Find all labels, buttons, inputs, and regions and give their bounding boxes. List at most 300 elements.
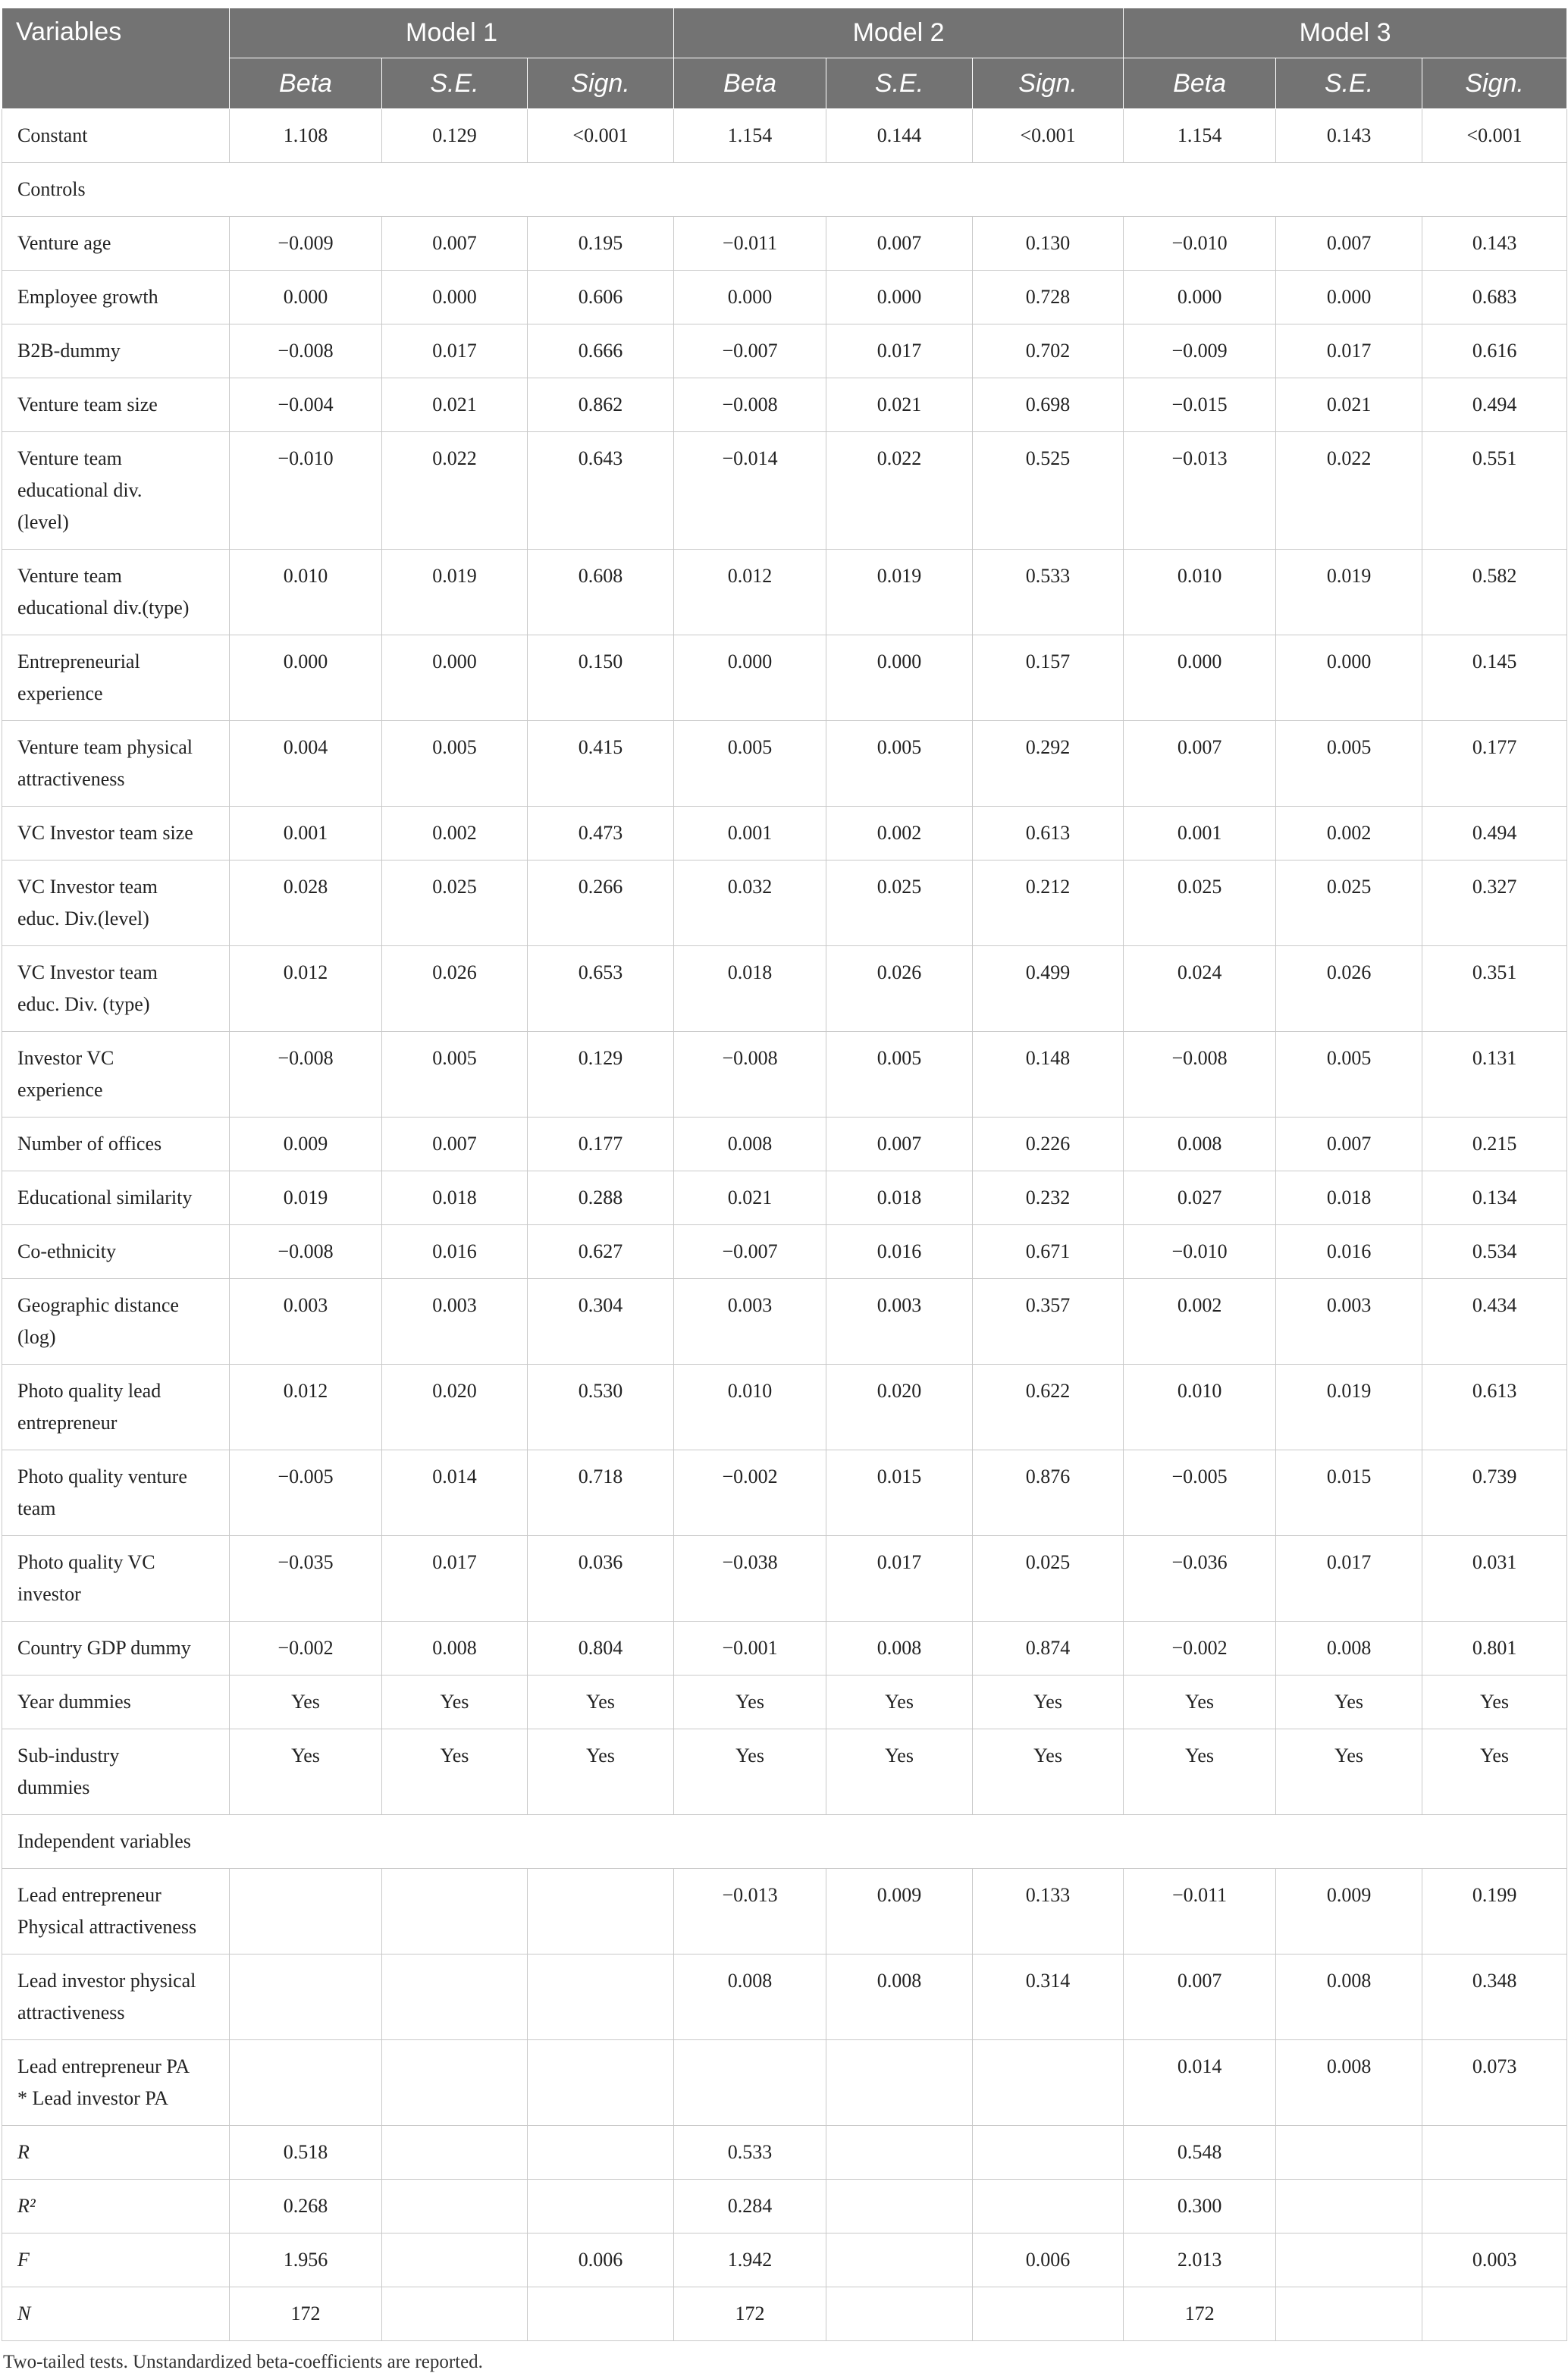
row-label: Number of offices	[2, 1118, 230, 1171]
row-label	[2, 1729, 230, 1815]
row-label: Venture team size	[2, 378, 230, 432]
model-3-se-cell: 0.016	[1276, 1225, 1422, 1279]
row-label	[2, 1955, 230, 2040]
beta-header: Beta	[674, 58, 826, 109]
model-3-beta-cell: 0.000	[1124, 271, 1276, 324]
model-1-se-cell: 0.007	[382, 217, 528, 271]
model-1-beta-cell: 0.019	[230, 1171, 382, 1225]
row-label	[2, 860, 230, 946]
model-3-beta-cell: −0.011	[1124, 1869, 1276, 1955]
row-label-line: Venture team physical	[17, 736, 193, 758]
model-3-sign-cell: Yes	[1422, 1676, 1567, 1729]
model-2-sign-cell: 0.876	[973, 1450, 1124, 1536]
table-body	[2, 109, 1567, 2341]
row-label-line: experience	[17, 1079, 103, 1101]
row-label-line: (log)	[17, 1326, 56, 1348]
model-1-beta-cell: 0.012	[230, 1365, 382, 1450]
row-label-line: Photo quality lead	[17, 1380, 162, 1402]
model-3-se-cell: 0.021	[1276, 378, 1422, 432]
model-2-se-cell: 0.016	[826, 1225, 973, 1279]
model-2-beta-cell: Yes	[674, 1729, 826, 1815]
model-3-se-cell: 0.007	[1276, 1118, 1422, 1171]
model-1-se-cell: 0.005	[382, 721, 528, 807]
model-2-beta-cell: 0.008	[674, 1118, 826, 1171]
model-1-sign-cell: 0.608	[528, 550, 674, 635]
model-1-beta-cell: 0.004	[230, 721, 382, 807]
model-3-sign-cell: 0.073	[1422, 2040, 1567, 2126]
model-3-beta-cell: 0.010	[1124, 550, 1276, 635]
row-label-line: * Lead investor PA	[17, 2087, 169, 2109]
model-1-beta-cell: 0.009	[230, 1118, 382, 1171]
model-1-sign-cell: 0.304	[528, 1279, 674, 1365]
table-row	[2, 1118, 1567, 1171]
model-2-sign-cell: 0.292	[973, 721, 1124, 807]
model-1-se-cell: Yes	[382, 1729, 528, 1815]
model-1-se-cell: 0.007	[382, 1118, 528, 1171]
row-label-line: (level)	[17, 511, 69, 533]
model-1-sign-cell: 0.177	[528, 1118, 674, 1171]
model-2-sign-cell: Yes	[973, 1729, 1124, 1815]
row-label-line: educational div.(type)	[17, 597, 190, 619]
model-1-se-cell: 0.022	[382, 432, 528, 550]
row-label-line: Lead entrepreneur	[17, 1884, 162, 1906]
table-footnote: Two-tailed tests. Unstandardized beta-coefficients are reported.	[3, 2352, 483, 2372]
model-1-sign-cell: Yes	[528, 1676, 674, 1729]
table-row	[2, 721, 1567, 807]
model-1-beta-cell: 0.003	[230, 1279, 382, 1365]
model-1-se-cell: 0.021	[382, 378, 528, 432]
model-2-beta-cell: −0.001	[674, 1622, 826, 1676]
model-1-sign-cell: 0.006	[528, 2234, 674, 2287]
table-row	[2, 432, 1567, 550]
row-label	[2, 1279, 230, 1365]
se-header: S.E.	[1276, 58, 1422, 109]
row-label-line: investor	[17, 1583, 81, 1605]
row-label: VC Investor team size	[2, 807, 230, 860]
model-2-sign-cell: 0.499	[973, 946, 1124, 1032]
table-row	[2, 2234, 1567, 2287]
model-2-sign-cell: 0.622	[973, 1365, 1124, 1450]
model-1-sign-cell	[528, 2180, 674, 2234]
row-label	[2, 1536, 230, 1622]
model-3-beta-cell: −0.010	[1124, 1225, 1276, 1279]
model-3-sign-cell: 0.031	[1422, 1536, 1567, 1622]
model-1-sign-cell: 0.150	[528, 635, 674, 721]
model-3-beta-cell: 0.027	[1124, 1171, 1276, 1225]
model-2-sign-cell: 0.533	[973, 550, 1124, 635]
model-2-sign-cell: 0.874	[973, 1622, 1124, 1676]
model-3-beta-cell: Yes	[1124, 1729, 1276, 1815]
table-row	[2, 635, 1567, 721]
model-2-beta-cell: 1.942	[674, 2234, 826, 2287]
model-1-sign-cell: 0.804	[528, 1622, 674, 1676]
section-label: Independent variables	[2, 1815, 1567, 1869]
model-1-beta-cell: −0.008	[230, 1225, 382, 1279]
model-3-beta-cell: 0.001	[1124, 807, 1276, 860]
row-label	[2, 721, 230, 807]
row-label-line: Sub-industry	[17, 1744, 120, 1766]
model-1-beta-cell: 0.001	[230, 807, 382, 860]
row-label	[2, 432, 230, 550]
model-3-se-cell: 0.005	[1276, 1032, 1422, 1118]
se-header: S.E.	[826, 58, 973, 109]
model-3-se-cell: 0.007	[1276, 217, 1422, 271]
model-3-beta-cell: −0.008	[1124, 1032, 1276, 1118]
model-1-beta-cell: Yes	[230, 1676, 382, 1729]
table-row	[2, 1032, 1567, 1118]
model-2-se-cell: 0.019	[826, 550, 973, 635]
model-1-se-cell: 0.020	[382, 1365, 528, 1450]
model-2-beta-cell: −0.008	[674, 1032, 826, 1118]
table-row	[2, 324, 1567, 378]
model-2-se-cell: 0.017	[826, 324, 973, 378]
model-3-sign-cell: 0.134	[1422, 1171, 1567, 1225]
table-header	[2, 8, 1567, 109]
model-2-se-cell	[826, 2234, 973, 2287]
row-label: Country GDP dummy	[2, 1622, 230, 1676]
row-label: Educational similarity	[2, 1171, 230, 1225]
model-2-beta-cell: 0.005	[674, 721, 826, 807]
model-3-beta-cell: 0.000	[1124, 635, 1276, 721]
sign-header: Sign.	[528, 58, 674, 109]
model-2-se-cell: Yes	[826, 1729, 973, 1815]
model-3-beta-cell: 0.010	[1124, 1365, 1276, 1450]
model-3-sign-cell: 0.683	[1422, 271, 1567, 324]
model-1-sign-cell	[528, 2040, 674, 2126]
section-row	[2, 163, 1567, 217]
model-3-sign-cell: 0.494	[1422, 807, 1567, 860]
row-label-line: Lead investor physical	[17, 1970, 196, 1992]
model-1-se-cell: 0.026	[382, 946, 528, 1032]
model-3-sign-cell: 0.551	[1422, 432, 1567, 550]
model-1-beta-cell: −0.010	[230, 432, 382, 550]
model-2-beta-cell: −0.002	[674, 1450, 826, 1536]
table-row	[2, 1536, 1567, 1622]
model-1-se-cell	[382, 2180, 528, 2234]
se-header: S.E.	[382, 58, 528, 109]
row-label	[2, 1869, 230, 1955]
model-1-sign-cell: 0.415	[528, 721, 674, 807]
model-1-se-cell: 0.129	[382, 109, 528, 163]
model-2-beta-cell: 0.000	[674, 635, 826, 721]
row-label-line: entrepreneur	[17, 1412, 118, 1434]
model-3-sign-cell: 0.327	[1422, 860, 1567, 946]
table-row	[2, 2040, 1567, 2126]
row-label-line: Entrepreneurial	[17, 650, 140, 672]
model-2-se-cell: 0.026	[826, 946, 973, 1032]
table-row	[2, 1225, 1567, 1279]
model-2-beta-cell: 0.284	[674, 2180, 826, 2234]
model-2-beta-cell: 0.021	[674, 1171, 826, 1225]
model-1-se-cell: 0.018	[382, 1171, 528, 1225]
model-3-beta-cell: −0.010	[1124, 217, 1276, 271]
model-3-sign-cell: 0.434	[1422, 1279, 1567, 1365]
model-1-se-cell: 0.008	[382, 1622, 528, 1676]
table-row	[2, 946, 1567, 1032]
model-3-beta-cell: 0.007	[1124, 721, 1276, 807]
row-label	[2, 550, 230, 635]
model-3-se-cell: 0.143	[1276, 109, 1422, 163]
model-3-se-cell	[1276, 2287, 1422, 2341]
model-2-sign-cell: 0.148	[973, 1032, 1124, 1118]
regression-results-table	[2, 8, 1567, 2341]
model-1-sign-cell: 0.627	[528, 1225, 674, 1279]
row-label: Venture age	[2, 217, 230, 271]
model-3-beta-cell: −0.009	[1124, 324, 1276, 378]
model-3-se-cell: Yes	[1276, 1676, 1422, 1729]
table-row	[2, 1729, 1567, 1815]
model-2-se-cell: 0.005	[826, 1032, 973, 1118]
model-1-sign-cell: 0.862	[528, 378, 674, 432]
model-2-se-cell	[826, 2180, 973, 2234]
row-label	[2, 2040, 230, 2126]
table-row	[2, 271, 1567, 324]
model-2-beta-cell: −0.013	[674, 1869, 826, 1955]
model-1-se-cell: 0.000	[382, 271, 528, 324]
model-3-se-cell: 0.017	[1276, 1536, 1422, 1622]
model-1-se-cell	[382, 1869, 528, 1955]
table-row	[2, 1676, 1567, 1729]
model-1-beta-cell: 0.000	[230, 635, 382, 721]
model-1-sign-cell	[528, 1955, 674, 2040]
model-1-se-cell: 0.016	[382, 1225, 528, 1279]
model-1-sign-cell: 0.666	[528, 324, 674, 378]
model-2-se-cell: 0.003	[826, 1279, 973, 1365]
section-label: Controls	[2, 163, 1567, 217]
model-3-sign-cell: 0.131	[1422, 1032, 1567, 1118]
model-2-se-cell: 0.002	[826, 807, 973, 860]
model-2-beta-cell: 0.012	[674, 550, 826, 635]
table-row	[2, 2126, 1567, 2180]
model-3-se-cell: 0.008	[1276, 1955, 1422, 2040]
row-label-line: educational div.	[17, 479, 143, 501]
model-3-se-cell: 0.019	[1276, 550, 1422, 635]
row-label-line: Venture team	[17, 565, 122, 587]
model-1-sign-cell: 0.473	[528, 807, 674, 860]
model-3-header: Model 3	[1124, 8, 1567, 58]
model-1-se-cell	[382, 2234, 528, 2287]
model-2-sign-cell: 0.006	[973, 2234, 1124, 2287]
table-row	[2, 860, 1567, 946]
row-label-line: attractiveness	[17, 768, 125, 790]
table-row	[2, 1279, 1567, 1365]
model-3-sign-cell: 0.348	[1422, 1955, 1567, 2040]
row-label-line: VC Investor team	[17, 961, 158, 983]
model-3-sign-cell: 0.534	[1422, 1225, 1567, 1279]
model-3-beta-cell: 0.014	[1124, 2040, 1276, 2126]
model-1-se-cell: 0.003	[382, 1279, 528, 1365]
model-3-beta-cell: 2.013	[1124, 2234, 1276, 2287]
model-2-sign-cell	[973, 2287, 1124, 2341]
model-2-se-cell: 0.144	[826, 109, 973, 163]
model-2-beta-cell: 0.000	[674, 271, 826, 324]
model-2-beta-cell: −0.007	[674, 1225, 826, 1279]
model-1-sign-cell: <0.001	[528, 109, 674, 163]
model-1-beta-cell: 172	[230, 2287, 382, 2341]
model-3-beta-cell: 0.007	[1124, 1955, 1276, 2040]
model-3-sign-cell: 0.003	[1422, 2234, 1567, 2287]
model-2-beta-cell: −0.011	[674, 217, 826, 271]
model-1-beta-cell: −0.008	[230, 324, 382, 378]
model-3-se-cell: 0.005	[1276, 721, 1422, 807]
table-row	[2, 1622, 1567, 1676]
model-1-sign-cell: 0.288	[528, 1171, 674, 1225]
model-1-beta-cell	[230, 1869, 382, 1955]
model-1-sign-cell	[528, 1869, 674, 1955]
beta-header: Beta	[1124, 58, 1276, 109]
model-2-sign-cell: 0.728	[973, 271, 1124, 324]
model-2-se-cell: Yes	[826, 1676, 973, 1729]
model-3-se-cell: 0.003	[1276, 1279, 1422, 1365]
row-label: B2B-dummy	[2, 324, 230, 378]
model-3-beta-cell: 0.300	[1124, 2180, 1276, 2234]
model-1-se-cell	[382, 1955, 528, 2040]
model-2-sign-cell: 0.232	[973, 1171, 1124, 1225]
model-3-sign-cell: <0.001	[1422, 109, 1567, 163]
row-label-line: educ. Div. (type)	[17, 993, 150, 1015]
table-row	[2, 1171, 1567, 1225]
model-1-beta-cell	[230, 2040, 382, 2126]
model-2-sign-cell: 0.226	[973, 1118, 1124, 1171]
model-2-beta-cell: 0.001	[674, 807, 826, 860]
regression-table-container	[2, 8, 1566, 2373]
row-label-line: dummies	[17, 1776, 90, 1798]
model-2-sign-cell: 0.702	[973, 324, 1124, 378]
model-2-sign-cell: 0.698	[973, 378, 1124, 432]
model-3-sign-cell: 0.351	[1422, 946, 1567, 1032]
model-2-sign-cell: 0.357	[973, 1279, 1124, 1365]
model-1-se-cell: 0.019	[382, 550, 528, 635]
model-2-se-cell: 0.009	[826, 1869, 973, 1955]
model-2-beta-cell: −0.014	[674, 432, 826, 550]
row-label	[2, 1450, 230, 1536]
model-1-sign-cell	[528, 2126, 674, 2180]
model-1-se-cell: 0.017	[382, 324, 528, 378]
model-3-se-cell: 0.008	[1276, 2040, 1422, 2126]
model-3-se-cell	[1276, 2234, 1422, 2287]
model-2-beta-cell	[674, 2040, 826, 2126]
model-1-se-cell: 0.000	[382, 635, 528, 721]
model-1-se-cell	[382, 2040, 528, 2126]
model-1-sign-cell: 0.036	[528, 1536, 674, 1622]
model-2-se-cell: 0.017	[826, 1536, 973, 1622]
model-2-beta-cell: 0.533	[674, 2126, 826, 2180]
model-1-se-cell	[382, 2126, 528, 2180]
model-2-beta-cell: 0.032	[674, 860, 826, 946]
table-row	[2, 109, 1567, 163]
model-2-sign-cell: 0.133	[973, 1869, 1124, 1955]
model-1-se-cell: 0.025	[382, 860, 528, 946]
model-3-sign-cell: 0.739	[1422, 1450, 1567, 1536]
table-row	[2, 807, 1567, 860]
model-2-se-cell: 0.000	[826, 271, 973, 324]
model-2-sign-cell: <0.001	[973, 109, 1124, 163]
model-2-sign-cell: 0.525	[973, 432, 1124, 550]
model-2-beta-cell: 0.010	[674, 1365, 826, 1450]
sign-header: Sign.	[1422, 58, 1567, 109]
model-2-sign-cell: 0.025	[973, 1536, 1124, 1622]
model-3-sign-cell: Yes	[1422, 1729, 1567, 1815]
table-row	[2, 1955, 1567, 2040]
model-2-se-cell: 0.015	[826, 1450, 973, 1536]
row-label-line: attractiveness	[17, 2002, 125, 2023]
model-3-beta-cell: −0.015	[1124, 378, 1276, 432]
table-row	[2, 217, 1567, 271]
model-2-se-cell	[826, 2287, 973, 2341]
row-label	[2, 635, 230, 721]
sign-header: Sign.	[973, 58, 1124, 109]
model-3-beta-cell: −0.013	[1124, 432, 1276, 550]
model-3-se-cell: 0.019	[1276, 1365, 1422, 1450]
model-3-beta-cell: Yes	[1124, 1676, 1276, 1729]
row-label	[2, 946, 230, 1032]
model-1-se-cell: 0.002	[382, 807, 528, 860]
model-2-sign-cell: 0.212	[973, 860, 1124, 946]
model-1-sign-cell: 0.653	[528, 946, 674, 1032]
row-label: R	[2, 2126, 230, 2180]
model-2-se-cell: 0.025	[826, 860, 973, 946]
table-row	[2, 1365, 1567, 1450]
model-2-se-cell: 0.020	[826, 1365, 973, 1450]
model-3-beta-cell: −0.036	[1124, 1536, 1276, 1622]
model-3-se-cell: 0.008	[1276, 1622, 1422, 1676]
model-3-sign-cell: 0.494	[1422, 378, 1567, 432]
model-1-se-cell: Yes	[382, 1676, 528, 1729]
model-2-sign-cell	[973, 2040, 1124, 2126]
table-row	[2, 550, 1567, 635]
header-row-subcolumns	[2, 58, 1567, 109]
model-3-beta-cell: 0.025	[1124, 860, 1276, 946]
row-label: F	[2, 2234, 230, 2287]
row-label-line: experience	[17, 682, 103, 704]
model-3-sign-cell: 0.145	[1422, 635, 1567, 721]
model-3-se-cell: 0.025	[1276, 860, 1422, 946]
model-2-beta-cell: 1.154	[674, 109, 826, 163]
row-label	[2, 1032, 230, 1118]
model-3-beta-cell: 0.002	[1124, 1279, 1276, 1365]
model-3-beta-cell: 0.024	[1124, 946, 1276, 1032]
model-2-beta-cell: −0.008	[674, 378, 826, 432]
model-1-header: Model 1	[230, 8, 674, 58]
table-row	[2, 1450, 1567, 1536]
model-2-se-cell: 0.007	[826, 1118, 973, 1171]
row-label: Year dummies	[2, 1676, 230, 1729]
row-label-line: educ. Div.(level)	[17, 908, 149, 929]
model-1-beta-cell: Yes	[230, 1729, 382, 1815]
model-2-sign-cell: 0.157	[973, 635, 1124, 721]
model-3-sign-cell: 0.215	[1422, 1118, 1567, 1171]
table-row	[2, 1869, 1567, 1955]
model-3-sign-cell: 0.582	[1422, 550, 1567, 635]
model-3-beta-cell: 1.154	[1124, 109, 1276, 163]
model-1-sign-cell: 0.195	[528, 217, 674, 271]
model-1-beta-cell: 0.012	[230, 946, 382, 1032]
model-3-beta-cell: 0.008	[1124, 1118, 1276, 1171]
row-label-line: VC Investor team	[17, 876, 158, 898]
model-1-sign-cell: 0.530	[528, 1365, 674, 1450]
model-2-se-cell: 0.018	[826, 1171, 973, 1225]
model-3-se-cell: 0.000	[1276, 635, 1422, 721]
model-3-se-cell: Yes	[1276, 1729, 1422, 1815]
model-1-se-cell: 0.017	[382, 1536, 528, 1622]
model-1-beta-cell: −0.005	[230, 1450, 382, 1536]
model-3-se-cell: 0.002	[1276, 807, 1422, 860]
model-1-beta-cell: −0.008	[230, 1032, 382, 1118]
row-label-line: Photo quality venture	[17, 1465, 187, 1487]
row-label: Co-ethnicity	[2, 1225, 230, 1279]
model-2-beta-cell: 0.008	[674, 1955, 826, 2040]
model-3-se-cell: 0.000	[1276, 271, 1422, 324]
